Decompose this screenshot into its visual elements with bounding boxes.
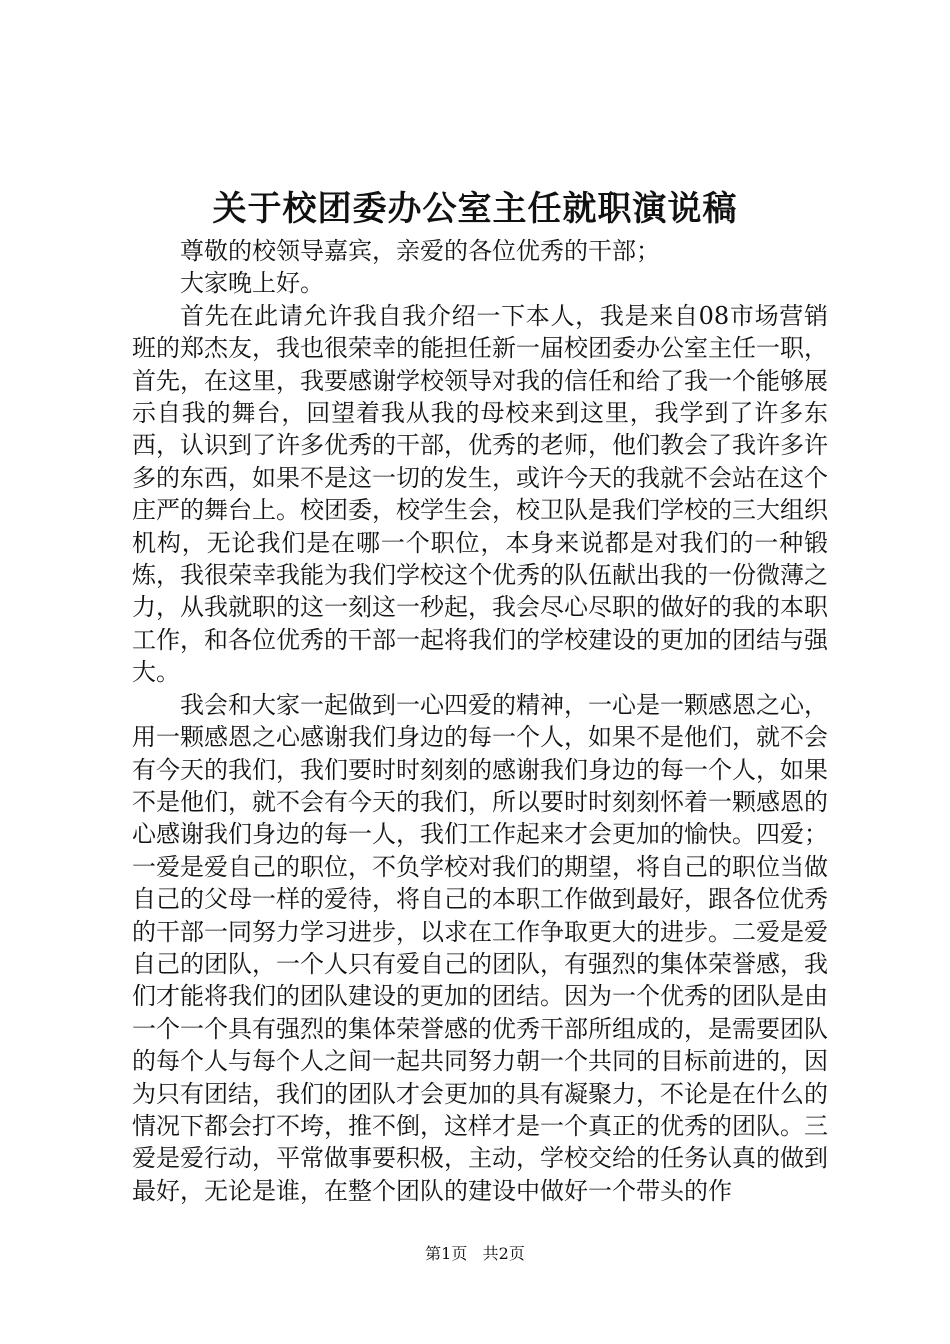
- greeting-paragraph: 大家晚上好。: [180, 269, 324, 298]
- spirit-paragraph: 我会和大家一起做到一心四爱的精神，一心是一颗感恩之心，用一颗感恩之心感谢我们身边的每一个人，如果不是他们，就不会有今天的我们，我们要时时刻刻的感谢我们身边的每一个人，如果不是他们，就不会有今天的我们，所以要时时刻刻怀着一颗感恩的心感谢我们身边的每一人，我们工作起来才会更加的愉快。四爱；一爱是爱自己的职位，不负学校对我们的期望，将自己的职位当做自己的父母一样的爱待，将自己的本职工作做到最好，跟各位优秀的干部一同努力学习进步，以求在工作争取更大的进步。二爱是爱自己的团队，一个人只有爱自己的团队，有强烈的集体荣誉感，我们才能将我们的团队建设的更加的团结。因为一个优秀的团队是由一个一个具有强烈的集体荣誉感的优秀干部所组成的，是需要团队的每个人与每个人之间一起共同努力朝一个共同的目标前进的，因为只有团结，我们的团队才会更加的具有凝聚力，不论是在什么的情况下都会打不垮，推不倒，这样才是一个真正的优秀的团队。三爱是爱行动，平常做事要积极，主动，学校交给的任务认真的做到最好，无论是谁，在整个团队的建设中做好一个带头的作: [132, 690, 828, 1205]
- page-footer: [0, 1243, 950, 1265]
- document-body: [132, 235, 828, 1207]
- introduction-paragraph: 首先在此请允许我自我介绍一下本人，我是来自08市场营销班的郑杰友，我也很荣幸的能担任新一届校团委办公室主任一职，首先，在这里，我要感谢学校领导对我的信任和给了我一个能够展示自我的舞台，回望着我从我的母校来到这里，我学到了许多东西，认识到了许多优秀的干部，优秀的老师，他们教会了我许多许多的东西，如果不是这一切的发生，或许今天的我就不会站在这个庄严的舞台上。校团委，校学生会，校卫队是我们学校的三大组织机构，无论我们是在哪一个职位，本身来说都是对我们的一种锻炼，我很荣幸我能为我们学校这个优秀的队伍献出我的一份微薄之力，从我就职的这一刻这一秒起，我会尽心尽职的做好的我的本职工作，和各位优秀的干部一起将我们的学校建设的更加的团结与强大。: [132, 301, 828, 687]
- document-title: 关于校团委办公室主任就职演说稿: [212, 189, 738, 229]
- page-spacer: [472, 1244, 477, 1263]
- salutation-paragraph: 尊敬的校领导嘉宾，亲爱的各位优秀的干部；: [180, 237, 660, 265]
- page-total: 共2页: [482, 1244, 525, 1263]
- page-number: 第1页: [425, 1244, 468, 1263]
